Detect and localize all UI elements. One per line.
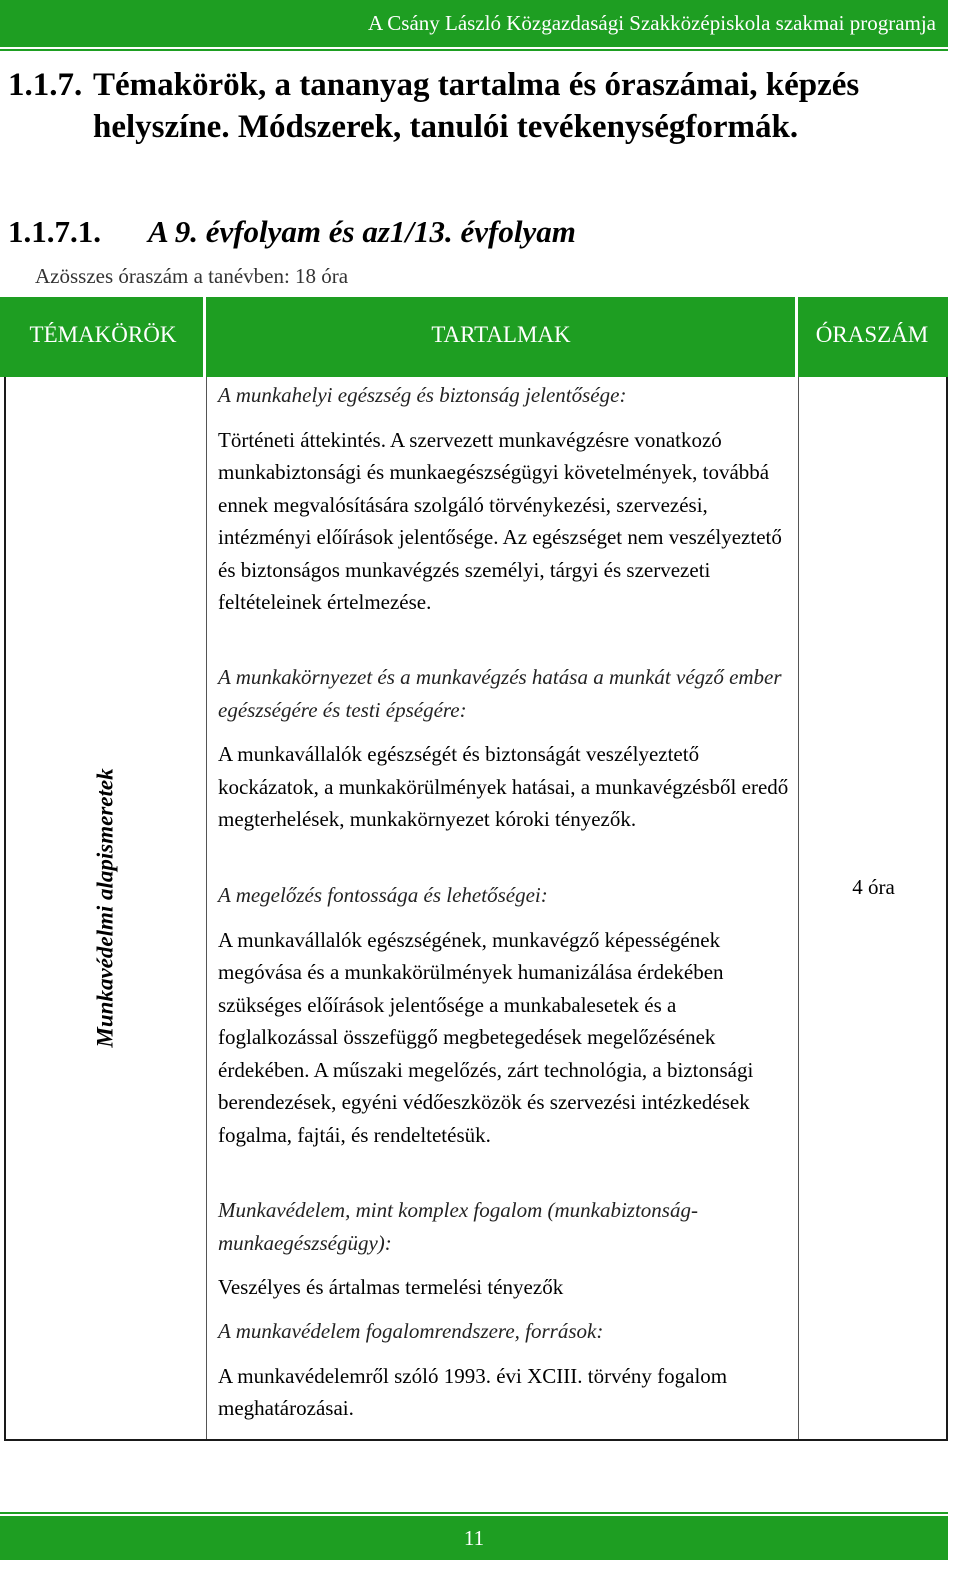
content-heading: A megelőzés fontossága és lehetőségei: bbox=[218, 883, 548, 907]
content-heading: A munkakörnyezet és a munkavégzés hatása a munkát végző ember egészségére és testi épségére: bbox=[218, 665, 782, 722]
table-header bbox=[0, 297, 948, 377]
content-block bbox=[218, 661, 793, 836]
running-header bbox=[0, 0, 948, 47]
subsection-title: A 9. évfolyam és az1/13. évfolyam bbox=[148, 214, 576, 249]
content-heading: A munkavédelem fogalomrendszere, források: bbox=[218, 1319, 604, 1343]
total-hours: Azösszes óraszám a tanévben: 18 óra bbox=[35, 264, 349, 288]
section-number: 1.1.7. bbox=[8, 67, 83, 103]
header-rule bbox=[0, 49, 948, 51]
content-block bbox=[218, 879, 793, 1151]
page-footer bbox=[0, 1516, 948, 1560]
content-block bbox=[218, 379, 793, 619]
header-contents: TARTALMAK bbox=[431, 322, 571, 347]
header-topics: TÉMAKÖRÖK bbox=[29, 322, 177, 347]
subsection-number: 1.1.7.1. bbox=[8, 214, 101, 249]
section-title: Témakörök, a tananyag tartalma és óraszámai, képzés helyszíne. Módszerek, tanulói tevékenységformák. bbox=[93, 67, 860, 145]
topic-label: Munkavédelmi alapismeretek bbox=[93, 768, 119, 1048]
column-divider bbox=[798, 377, 799, 1439]
school-program-title: A Csány László Közgazdasági Szakközépiskola szakmai programja bbox=[368, 11, 936, 35]
content-heading: A munkahelyi egészség és biztonság jelentősége: bbox=[218, 383, 627, 407]
header-hours: ÓRASZÁM bbox=[815, 322, 929, 347]
footer-rule bbox=[0, 1512, 948, 1514]
column-divider bbox=[206, 377, 207, 1439]
page-number: 11 bbox=[463, 1525, 485, 1550]
content-text: Történeti áttekintés. A szervezett munkavégzésre vonatkozó munkabiztonsági és munkaegészségügyi követelmények, továbbá ennek megvalósítására szolgáló törvénykezési, szervezési, intézményi előírások jelentősége. Az egészséget nem veszélyeztető és biztonságos munkavégzés személyi, tárgyi és szervezeti feltételeinek értelmezése. bbox=[218, 427, 782, 614]
content-block bbox=[218, 1315, 793, 1425]
table-body bbox=[4, 377, 948, 1441]
content-text: A munkavállalók egészségének, munkavégző képességének megóvása és a munkakörülmények humanizálása érdekében szükséges előírások jelentősége a munkabalesetek és a foglalkozással összefüggő megbetegedések megelőzésének érdekében. A műszaki megelőzés, zárt technológia, a biztonsági berendezések, egyéni védőeszközök és szervezési intézkedések fogalma, fajtái, és rendeltetésük. bbox=[218, 927, 754, 1147]
topic-cell bbox=[6, 377, 206, 1439]
content-heading: Munkavédelem, mint komplex fogalom (munkabiztonság-munkaegészségügy): bbox=[218, 1198, 698, 1255]
content-block bbox=[218, 1194, 793, 1304]
content-text: A munkavállalók egészségét és biztonságát veszélyeztető kockázatok, a munkakörülmények hatásai, a munkavégzésből eredő megterhelések, munkakörnyezet kóroki tényezők. bbox=[218, 742, 789, 831]
content-text: Veszélyes és ártalmas termelési tényezők bbox=[218, 1275, 564, 1299]
subsection-heading bbox=[8, 212, 576, 252]
content-text: A munkavédelemről szóló 1993. évi XCIII. törvény fogalom meghatározásai. bbox=[218, 1363, 728, 1420]
hours-cell: 4 óra bbox=[852, 875, 895, 899]
